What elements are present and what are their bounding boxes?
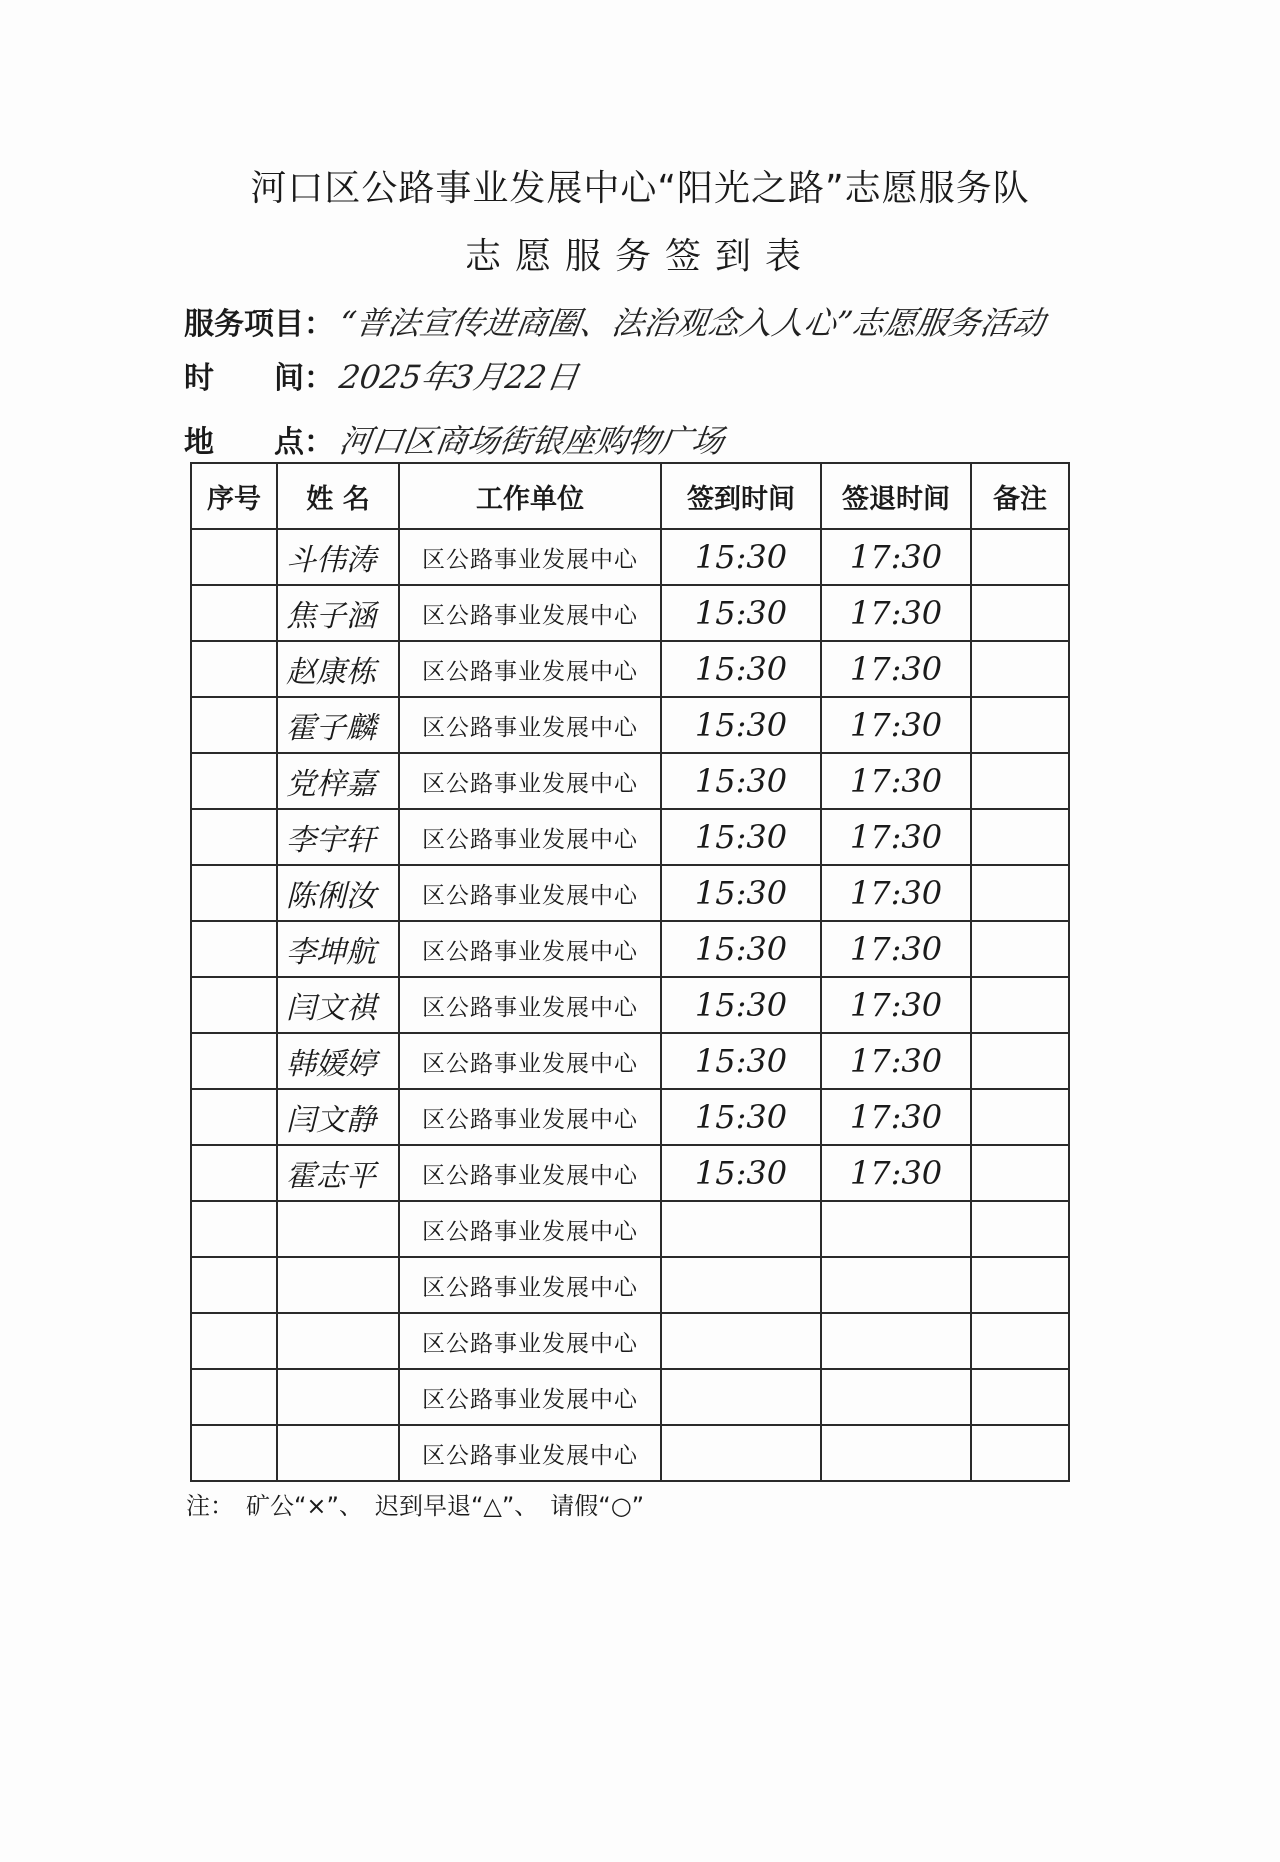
remark-cell [971, 921, 1069, 977]
remark-cell [971, 1313, 1069, 1369]
remark-cell [971, 977, 1069, 1033]
remark-cell [971, 1145, 1069, 1201]
name-cell [277, 1369, 399, 1425]
sign-in-time-cell: 15:30 [661, 697, 821, 753]
sign-out-time-cell [821, 1313, 971, 1369]
header-name: 姓 名 [277, 463, 399, 529]
name-cell: 霍志平 [277, 1145, 399, 1201]
table-row [191, 1145, 1069, 1201]
serial-cell [191, 921, 277, 977]
sign-in-time-cell [661, 1369, 821, 1425]
sign-out-time-cell [821, 1201, 971, 1257]
table-row [191, 697, 1069, 753]
unit-cell: 区公路事业发展中心 [399, 641, 661, 697]
serial-cell [191, 1369, 277, 1425]
service-place-line [184, 416, 727, 462]
name-cell: 党梓嘉 [277, 753, 399, 809]
unit-cell: 区公路事业发展中心 [399, 585, 661, 641]
table-row [191, 1089, 1069, 1145]
table-row [191, 977, 1069, 1033]
serial-cell [191, 641, 277, 697]
service-time-value: 2025年3月22日 [337, 358, 581, 396]
header-remark: 备注 [971, 463, 1069, 529]
document-subtitle: 志愿服务签到表 [464, 236, 815, 277]
unit-cell: 区公路事业发展中心 [399, 1257, 661, 1313]
sign-in-time-cell: 15:30 [661, 529, 821, 585]
sign-in-time-cell: 15:30 [661, 1145, 821, 1201]
serial-cell [191, 1257, 277, 1313]
serial-cell [191, 977, 277, 1033]
serial-cell [191, 1313, 277, 1369]
sign-out-time-cell: 17:30 [821, 865, 971, 921]
sign-in-time-cell: 15:30 [661, 641, 821, 697]
sign-out-time-cell: 17:30 [821, 1089, 971, 1145]
name-cell: 赵康栋 [277, 641, 399, 697]
table-row [191, 641, 1069, 697]
table-row [191, 585, 1069, 641]
remark-cell [971, 1033, 1069, 1089]
serial-cell [191, 1089, 277, 1145]
sign-out-time-cell: 17:30 [821, 585, 971, 641]
table-row [191, 753, 1069, 809]
sign-out-time-cell: 17:30 [821, 1145, 971, 1201]
sign-in-time-cell: 15:30 [661, 977, 821, 1033]
sign-in-time-cell [661, 1257, 821, 1313]
sign-in-time-cell: 15:30 [661, 809, 821, 865]
name-cell [277, 1425, 399, 1481]
name-cell [277, 1201, 399, 1257]
table-header-row [191, 463, 1069, 529]
serial-cell [191, 697, 277, 753]
unit-cell: 区公路事业发展中心 [399, 1089, 661, 1145]
remark-cell [971, 1089, 1069, 1145]
sign-in-time-cell: 15:30 [661, 753, 821, 809]
sign-out-time-cell: 17:30 [821, 697, 971, 753]
unit-cell: 区公路事业发展中心 [399, 697, 661, 753]
remark-cell [971, 1257, 1069, 1313]
sign-out-time-cell [821, 1425, 971, 1481]
unit-cell: 区公路事业发展中心 [399, 977, 661, 1033]
remark-cell [971, 529, 1069, 585]
name-cell: 陈俐汝 [277, 865, 399, 921]
remark-cell [971, 697, 1069, 753]
sign-out-time-cell: 17:30 [821, 1033, 971, 1089]
unit-cell: 区公路事业发展中心 [399, 865, 661, 921]
serial-cell [191, 865, 277, 921]
remark-cell [971, 1425, 1069, 1481]
service-time-line [184, 352, 579, 398]
document-title: 河口区公路事业发展中心“阳光之路”志愿服务队 [250, 168, 1030, 209]
table-row [191, 865, 1069, 921]
header-unit: 工作单位 [399, 463, 661, 529]
sign-in-time-cell [661, 1313, 821, 1369]
sign-in-time-cell: 15:30 [661, 1033, 821, 1089]
name-cell [277, 1313, 399, 1369]
table-row [191, 1257, 1069, 1313]
sign-in-time-cell [661, 1425, 821, 1481]
serial-cell [191, 1425, 277, 1481]
name-cell: 焦子涵 [277, 585, 399, 641]
sign-out-time-cell: 17:30 [821, 641, 971, 697]
name-cell: 闫文祺 [277, 977, 399, 1033]
unit-cell: 区公路事业发展中心 [399, 1425, 661, 1481]
sign-out-time-cell: 17:30 [821, 753, 971, 809]
sign-out-time-cell [821, 1369, 971, 1425]
name-cell: 李坤航 [277, 921, 399, 977]
unit-cell: 区公路事业发展中心 [399, 1033, 661, 1089]
sign-out-time-cell: 17:30 [821, 809, 971, 865]
table-row [191, 1201, 1069, 1257]
table-row [191, 529, 1069, 585]
table-row [191, 1425, 1069, 1481]
sign-in-time-cell: 15:30 [661, 1089, 821, 1145]
serial-cell [191, 585, 277, 641]
sign-out-time-cell: 17:30 [821, 529, 971, 585]
sign-in-time-cell [661, 1201, 821, 1257]
serial-cell [191, 1145, 277, 1201]
sign-out-time-cell: 17:30 [821, 921, 971, 977]
service-place-label: 地 点： [184, 425, 334, 460]
sign-in-time-cell: 15:30 [661, 865, 821, 921]
sign-out-time-cell: 17:30 [821, 977, 971, 1033]
unit-cell: 区公路事业发展中心 [399, 529, 661, 585]
sign-out-time-cell [821, 1257, 971, 1313]
service-time-label: 时 间： [184, 361, 334, 396]
unit-cell: 区公路事业发展中心 [399, 1313, 661, 1369]
name-cell: 闫文静 [277, 1089, 399, 1145]
table-row [191, 921, 1069, 977]
serial-cell [191, 1201, 277, 1257]
unit-cell: 区公路事业发展中心 [399, 753, 661, 809]
name-cell [277, 1257, 399, 1313]
service-project-line [184, 298, 1048, 344]
unit-cell: 区公路事业发展中心 [399, 921, 661, 977]
serial-cell [191, 809, 277, 865]
remark-cell [971, 865, 1069, 921]
table-row [191, 1313, 1069, 1369]
service-project-value: “普法宣传进商圈、法治观念入人心”志愿服务活动 [337, 304, 1048, 342]
unit-cell: 区公路事业发展中心 [399, 1369, 661, 1425]
table-row [191, 1033, 1069, 1089]
remark-cell [971, 809, 1069, 865]
service-project-label: 服务项目： [184, 307, 334, 342]
footer-note: 注： 矿公“×”、 迟到早退“△”、 请假“○” [186, 1492, 645, 1520]
table-row [191, 809, 1069, 865]
service-place-value: 河口区商场街银座购物广场 [337, 422, 727, 460]
header-sign-out-time: 签退时间 [821, 463, 971, 529]
unit-cell: 区公路事业发展中心 [399, 1145, 661, 1201]
name-cell: 韩媛婷 [277, 1033, 399, 1089]
remark-cell [971, 1369, 1069, 1425]
remark-cell [971, 753, 1069, 809]
remark-cell [971, 1201, 1069, 1257]
serial-cell [191, 753, 277, 809]
name-cell: 斗伟涛 [277, 529, 399, 585]
sign-in-table [190, 462, 1070, 1482]
unit-cell: 区公路事业发展中心 [399, 809, 661, 865]
header-serial: 序号 [191, 463, 277, 529]
serial-cell [191, 529, 277, 585]
serial-cell [191, 1033, 277, 1089]
name-cell: 李宇轩 [277, 809, 399, 865]
table-row [191, 1369, 1069, 1425]
unit-cell: 区公路事业发展中心 [399, 1201, 661, 1257]
remark-cell [971, 585, 1069, 641]
header-sign-in-time: 签到时间 [661, 463, 821, 529]
remark-cell [971, 641, 1069, 697]
sign-in-time-cell: 15:30 [661, 921, 821, 977]
sign-in-time-cell: 15:30 [661, 585, 821, 641]
name-cell: 霍子麟 [277, 697, 399, 753]
